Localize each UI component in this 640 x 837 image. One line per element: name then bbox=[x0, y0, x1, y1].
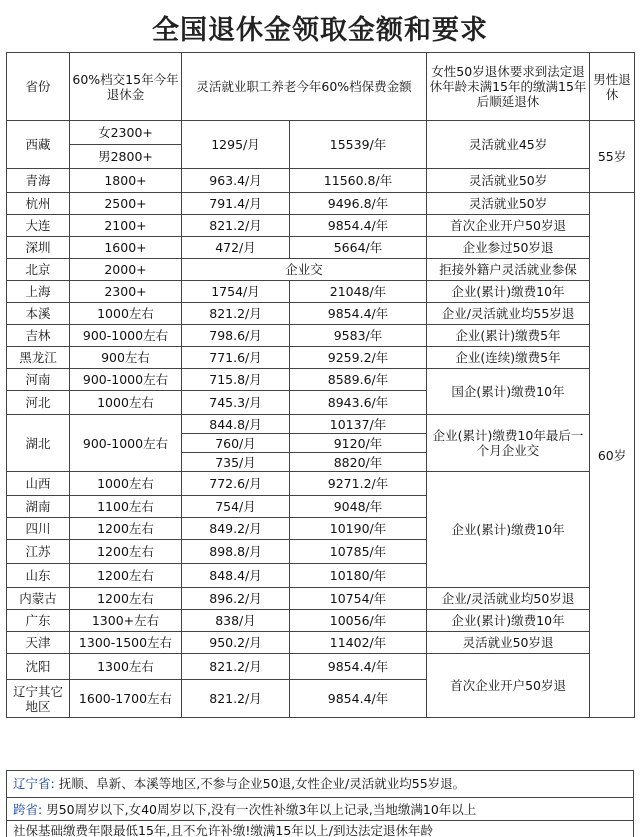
cell-pension: 900左右 bbox=[70, 347, 182, 369]
cell-yearly: 10785/年 bbox=[290, 540, 427, 564]
cell-monthly: 472/月 bbox=[182, 237, 290, 259]
cell-yearly: 8820/年 bbox=[290, 453, 427, 472]
cell-province: 上海 bbox=[7, 281, 70, 303]
cell-monthly: 838/月 bbox=[182, 610, 290, 632]
header-male: 男性退休 bbox=[590, 53, 635, 121]
cell-monthly: 791.4/月 bbox=[182, 193, 290, 215]
cell-province: 深圳 bbox=[7, 237, 70, 259]
cell-yearly: 10180/年 bbox=[290, 564, 427, 588]
cell-pension: 女2300+ bbox=[70, 121, 182, 145]
cell-pension: 900-1000左右 bbox=[70, 325, 182, 347]
table-row bbox=[7, 193, 635, 215]
table-row bbox=[7, 654, 635, 680]
cell-province: 沈阳 bbox=[7, 654, 70, 680]
footer-text: 男50周岁以下,女40周岁以下,没有一次性补缴3年以上记录,当地缴满10年以上 bbox=[46, 802, 477, 817]
cell-monthly: 754/月 bbox=[182, 496, 290, 518]
cell-pension: 1600+ bbox=[70, 237, 182, 259]
footer-text: 社保基础缴费年限最低15年,且不允许补缴!缴满15年以上/到达法定退休年龄 bbox=[13, 823, 434, 837]
cell-yearly: 8943.6/年 bbox=[290, 391, 427, 415]
cell-female-req: 灵活就业50岁 bbox=[427, 193, 590, 215]
cell-monthly: 821.2/月 bbox=[182, 215, 290, 237]
table-row bbox=[7, 325, 635, 347]
cell-yearly: 9854.4/年 bbox=[290, 215, 427, 237]
cell-province: 杭州 bbox=[7, 193, 70, 215]
cell-pension: 1300+左右 bbox=[70, 610, 182, 632]
cell-pension: 1300-1500左右 bbox=[70, 632, 182, 654]
cell-yearly: 9048/年 bbox=[290, 496, 427, 518]
cell-female-req: 企业(连续)缴费5年 bbox=[427, 347, 590, 369]
cell-yearly: 10754/年 bbox=[290, 588, 427, 610]
cell-province: 大连 bbox=[7, 215, 70, 237]
table-row bbox=[7, 121, 635, 145]
cell-province: 河南 bbox=[7, 369, 70, 391]
cell-yearly: 10137/年 bbox=[290, 415, 427, 434]
cell-female-req: 首次企业开户50岁退 bbox=[427, 654, 590, 718]
cell-monthly: 848.4/月 bbox=[182, 564, 290, 588]
cell-pension: 2100+ bbox=[70, 215, 182, 237]
cell-fee-merged: 企业交 bbox=[182, 259, 427, 281]
cell-yearly: 9854.4/年 bbox=[290, 303, 427, 325]
cell-yearly: 9583/年 bbox=[290, 325, 427, 347]
cell-yearly: 8589.6/年 bbox=[290, 369, 427, 391]
pension-table bbox=[6, 52, 635, 718]
cell-female-req: 企业(累计)缴费5年 bbox=[427, 325, 590, 347]
cell-province: 山东 bbox=[7, 564, 70, 588]
page-title: 全国退休金领取金额和要求 bbox=[152, 15, 488, 46]
cell-pension: 1200左右 bbox=[70, 540, 182, 564]
cell-province: 内蒙古 bbox=[7, 588, 70, 610]
cell-female-req: 企业/灵活就业均50岁退 bbox=[427, 588, 590, 610]
table-row bbox=[7, 369, 635, 391]
footer-label: 跨省: bbox=[13, 802, 43, 817]
cell-pension: 1600-1700左右 bbox=[70, 680, 182, 718]
table-row bbox=[7, 347, 635, 369]
footer-note-basic bbox=[6, 820, 634, 837]
cell-yearly: 11560.8/年 bbox=[290, 169, 427, 193]
header-female: 女性50岁退休要求到法定退休年龄未满15年的缴满15年后顺延退休 bbox=[427, 53, 590, 121]
cell-monthly: 896.2/月 bbox=[182, 588, 290, 610]
cell-monthly: 1754/月 bbox=[182, 281, 290, 303]
cell-female-req: 企业(累计)缴费10年 bbox=[427, 281, 590, 303]
header-flex: 灵活就业职工养老今年60%档保费金额 bbox=[182, 53, 427, 121]
cell-province: 北京 bbox=[7, 259, 70, 281]
cell-province: 辽宁其它地区 bbox=[7, 680, 70, 718]
cell-monthly: 821.2/月 bbox=[182, 303, 290, 325]
cell-pension: 1000左右 bbox=[70, 472, 182, 496]
cell-pension: 900-1000左右 bbox=[70, 369, 182, 391]
cell-monthly: 735/月 bbox=[182, 453, 290, 472]
table-row bbox=[7, 610, 635, 632]
cell-pension: 1300左右 bbox=[70, 654, 182, 680]
table-row bbox=[7, 588, 635, 610]
cell-monthly: 715.8/月 bbox=[182, 369, 290, 391]
cell-female-req: 企业(累计)缴费10年 bbox=[427, 472, 590, 588]
cell-pension: 2500+ bbox=[70, 193, 182, 215]
cell-male-age: 55岁 bbox=[590, 121, 635, 193]
cell-monthly: 798.6/月 bbox=[182, 325, 290, 347]
cell-yearly: 10190/年 bbox=[290, 518, 427, 540]
cell-pension: 2300+ bbox=[70, 281, 182, 303]
cell-province: 山西 bbox=[7, 472, 70, 496]
cell-female-req: 企业/灵活就业均55岁退 bbox=[427, 303, 590, 325]
header-pension: 60%档交15年今年退休金 bbox=[70, 53, 182, 121]
cell-female-req: 国企(累计)缴费10年 bbox=[427, 369, 590, 415]
cell-pension: 1200左右 bbox=[70, 588, 182, 610]
footer-text: 抚顺、阜新、本溪等地区,不参与企业50退,女性企业/灵活就业均55岁退。 bbox=[58, 776, 466, 791]
cell-province: 广东 bbox=[7, 610, 70, 632]
table-row bbox=[7, 215, 635, 237]
cell-female-req: 拒接外籍户灵活就业参保 bbox=[427, 259, 590, 281]
cell-pension: 900-1000左右 bbox=[70, 415, 182, 472]
cell-monthly: 772.6/月 bbox=[182, 472, 290, 496]
cell-province: 黑龙江 bbox=[7, 347, 70, 369]
table-row bbox=[7, 415, 635, 434]
cell-monthly: 771.6/月 bbox=[182, 347, 290, 369]
cell-pension: 1000左右 bbox=[70, 391, 182, 415]
cell-female-req: 企业参过50岁退 bbox=[427, 237, 590, 259]
cell-pension: 2000+ bbox=[70, 259, 182, 281]
table-row bbox=[7, 281, 635, 303]
cell-province: 四川 bbox=[7, 518, 70, 540]
table-row bbox=[7, 303, 635, 325]
cell-pension: 1200左右 bbox=[70, 518, 182, 540]
cell-province: 湖北 bbox=[7, 415, 70, 472]
cell-monthly: 844.8/月 bbox=[182, 415, 290, 434]
cell-yearly: 9854.4/年 bbox=[290, 680, 427, 718]
cell-monthly: 963.4/月 bbox=[182, 169, 290, 193]
cell-yearly: 9259.2/年 bbox=[290, 347, 427, 369]
cell-pension: 1000左右 bbox=[70, 303, 182, 325]
cell-female-req: 企业(累计)缴费10年 bbox=[427, 610, 590, 632]
cell-province: 河北 bbox=[7, 391, 70, 415]
cell-yearly: 21048/年 bbox=[290, 281, 427, 303]
cell-province: 吉林 bbox=[7, 325, 70, 347]
footer-note-cross-province bbox=[6, 797, 634, 821]
cell-female-req: 首次企业开户50岁退 bbox=[427, 215, 590, 237]
table-row bbox=[7, 632, 635, 654]
cell-province: 西藏 bbox=[7, 121, 70, 169]
cell-yearly: 9120/年 bbox=[290, 434, 427, 453]
cell-female-req: 企业(累计)缴费10年最后一个月企业交 bbox=[427, 415, 590, 472]
cell-pension: 男2800+ bbox=[70, 145, 182, 169]
cell-monthly: 745.3/月 bbox=[182, 391, 290, 415]
cell-yearly: 9854.4/年 bbox=[290, 654, 427, 680]
table-row bbox=[7, 237, 635, 259]
table-row bbox=[7, 259, 635, 281]
cell-monthly: 760/月 bbox=[182, 434, 290, 453]
cell-yearly: 11402/年 bbox=[290, 632, 427, 654]
cell-female-req: 灵活就业45岁 bbox=[427, 121, 590, 169]
table-row bbox=[7, 169, 635, 193]
cell-yearly: 15539/年 bbox=[290, 121, 427, 169]
table-row bbox=[7, 472, 635, 496]
cell-province: 本溪 bbox=[7, 303, 70, 325]
cell-pension: 1100左右 bbox=[70, 496, 182, 518]
cell-yearly: 5664/年 bbox=[290, 237, 427, 259]
cell-yearly: 9271.2/年 bbox=[290, 472, 427, 496]
cell-female-req: 灵活就业50岁退 bbox=[427, 632, 590, 654]
header-row bbox=[7, 53, 635, 121]
cell-pension: 1800+ bbox=[70, 169, 182, 193]
cell-yearly: 10056/年 bbox=[290, 610, 427, 632]
cell-pension: 1200左右 bbox=[70, 564, 182, 588]
header-province: 省份 bbox=[7, 53, 70, 121]
cell-male-age: 60岁 bbox=[590, 193, 635, 718]
cell-province: 青海 bbox=[7, 169, 70, 193]
cell-yearly: 9496.8/年 bbox=[290, 193, 427, 215]
cell-province: 江苏 bbox=[7, 540, 70, 564]
cell-monthly: 950.2/月 bbox=[182, 632, 290, 654]
cell-monthly: 849.2/月 bbox=[182, 518, 290, 540]
cell-female-req: 灵活就业50岁 bbox=[427, 169, 590, 193]
cell-monthly: 898.8/月 bbox=[182, 540, 290, 564]
cell-province: 天津 bbox=[7, 632, 70, 654]
cell-monthly: 821.2/月 bbox=[182, 654, 290, 680]
footer-note-liaoning bbox=[6, 770, 634, 798]
cell-province: 湖南 bbox=[7, 496, 70, 518]
cell-monthly: 821.2/月 bbox=[182, 680, 290, 718]
footer-label: 辽宁省: bbox=[13, 776, 55, 791]
cell-monthly: 1295/月 bbox=[182, 121, 290, 169]
